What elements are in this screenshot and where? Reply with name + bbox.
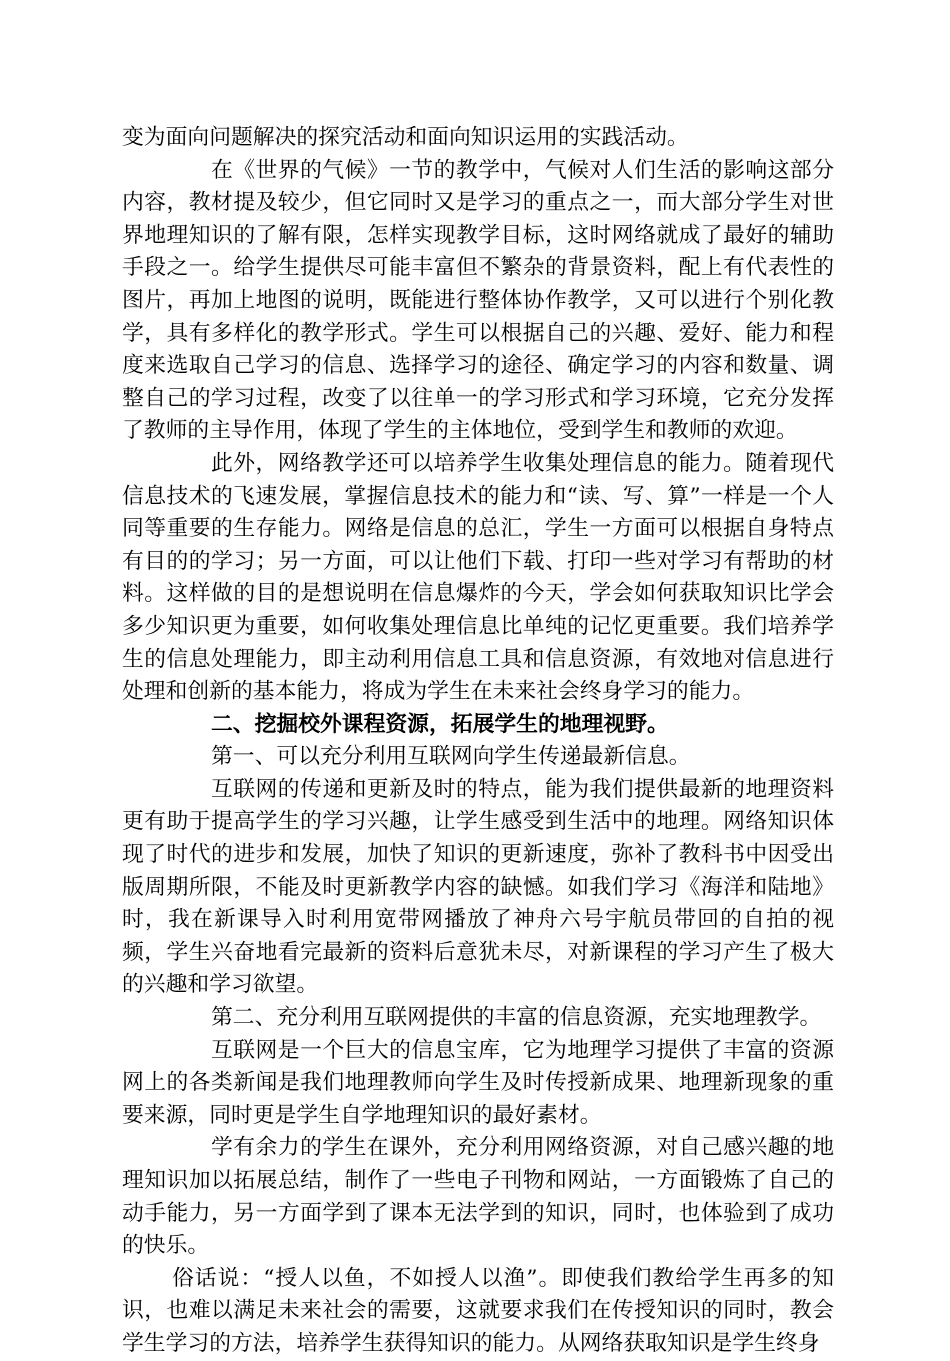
paragraph-proverb: 俗话说：“授人以鱼，不如授人以渔”。即使我们教给学生再多的知识，也难以满足未来社会的需要，这就要求我们在传授知识的同时，教会学生学习的方法，培养学生获得知识的能力。从网络获取知识是学生终身 — [122, 1265, 834, 1356]
paragraph-capable-students: 学有余力的学生在课外，充分利用网络资源，对自己感兴趣的地理知识加以拓展总结，制作了一些电子刊物和网站，一方面锻炼了自己的动手能力，另一方面学到了课本无法学到的知识，同时，也体验到了成功的快乐。 — [122, 1135, 834, 1259]
paragraph-information-treasury: 互联网是一个巨大的信息宝库，它为地理学习提供了丰富的资源网上的各类新闻是我们地理教师向学生及时传授新成果、地理新现象的重要来源，同时更是学生自学地理知识的最好素材。 — [122, 1037, 834, 1128]
paragraph-information-skills: 此外，网络教学还可以培养学生收集处理信息的能力。随着现代信息技术的飞速发展，掌握信息技术的能力和“读、写、算”一样是一个人同等重要的生存能力。网络是信息的总汇，学生一方面可以根据自身特点有目的的学习；另一方面，可以让他们下载、打印一些对学习有帮助的材料。这样做的目的是想说明在信息爆炸的今天，学会如何获取知识比学会多少知识更为重要，如何收集处理信息比单纯的记忆更重要。我们培养学生的信息处理能力，即主动利用信息工具和信息资源，有效地对信息进行处理和创新的基本能力，将成为学生在未来社会终身学习的能力。 — [122, 450, 834, 705]
paragraph-second-point: 第二、充分利用互联网提供的丰富的信息资源，充实地理教学。 — [211, 1005, 822, 1031]
paragraph-first-point: 第一、可以充分利用互联网向学生传递最新信息。 — [211, 744, 691, 770]
paragraph-continuation: 变为面向问题解决的探究活动和面向知识运用的实践活动。 — [122, 125, 689, 150]
document-page — [122, 122, 834, 1361]
section-heading: 二、挖掘校外课程资源，拓展学生的地理视野。 — [211, 711, 669, 737]
paragraph-internet-updates: 互联网的传递和更新及时的特点，能为我们提供最新的地理资料更有助于提高学生的学习兴趣，让学生感受到生活中的地理。网络知识体现了时代的进步和发展，加快了知识的更新速度，弥补了教科书中因受出版周期所限，不能及时更新教学内容的缺憾。如我们学习《海洋和陆地》时，我在新课导入时利用宽带网播放了神舟六号宇航员带回的自拍的视频，学生兴奋地看完最新的资料后意犹未尽，对新课程的学习产生了极大的兴趣和学习欲望。 — [122, 776, 834, 998]
paragraph-climate-teaching: 在《世界的气候》一节的教学中，气候对人们生活的影响这部分内容，教材提及较少，但它同时又是学习的重点之一，而大部分学生对世界地理知识的了解有限，怎样实现教学目标，这时网络就成了最好的辅助手段之一。给学生提供尽可能丰富但不繁杂的背景资料，配上有代表性的图片，再加上地图的说明，既能进行整体协作教学，又可以进行个别化教学，具有多样化的教学形式。学生可以根据自己的兴趣、爱好、能力和程度来选取自己学习的信息、选择学习的途径、确定学习的内容和数量、调整自己的学习过程，改变了以往单一的学习形式和学习环境，它充分发挥了教师的主导作用，体现了学生的主体地位，受到学生和教师的欢迎。 — [122, 157, 834, 444]
